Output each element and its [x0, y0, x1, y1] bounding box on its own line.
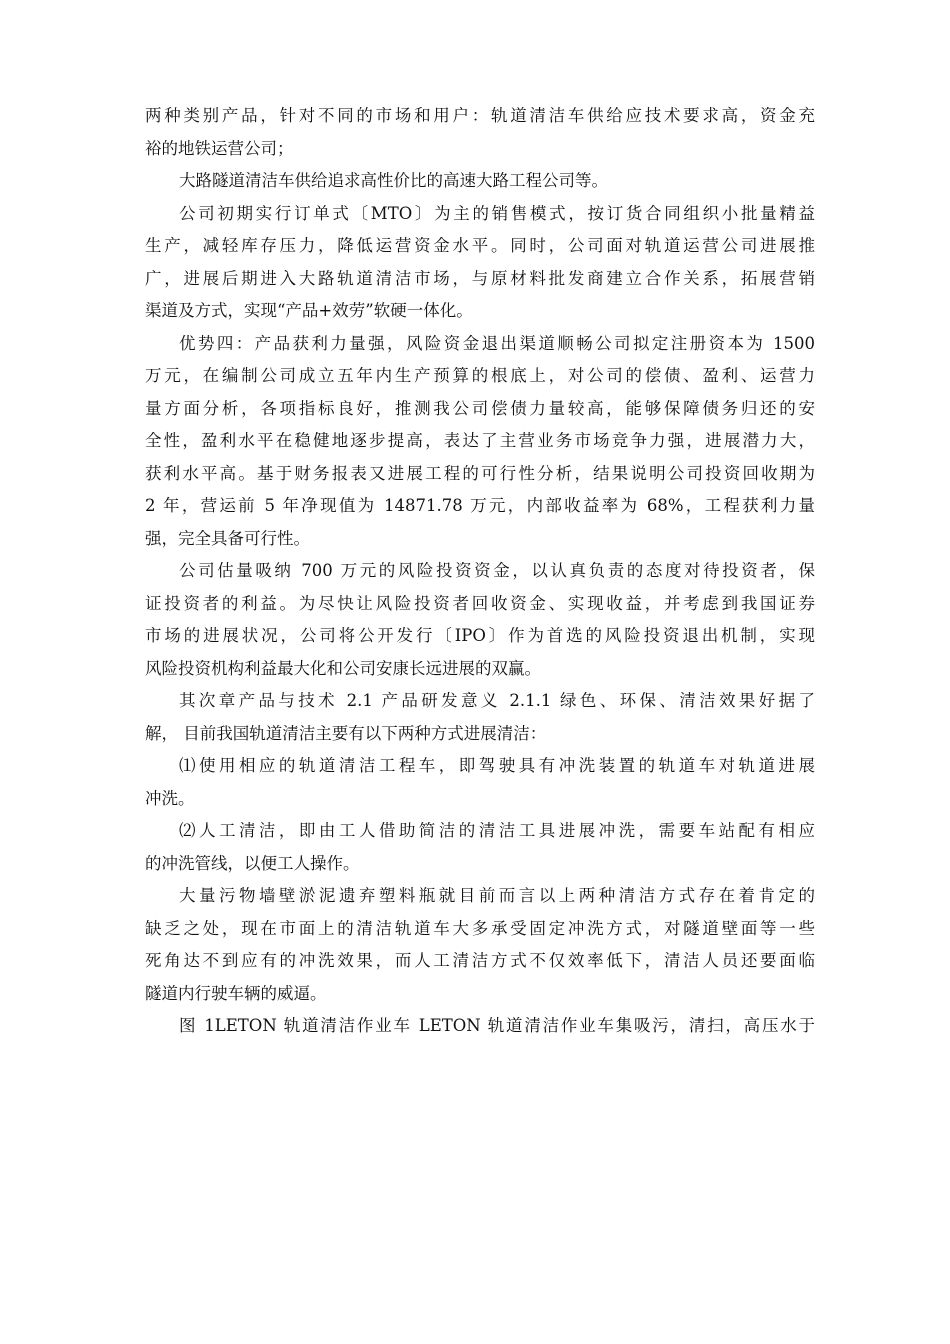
text-line: 全性，盈利水平在稳健地逐步提高，表达了主营业务市场竞争力强，进展潜力大，: [145, 431, 815, 450]
body-text: [145, 100, 815, 1043]
text-line: 公司初期实行订单式〔MTO〕为主的销售模式，按订货合同组织小批量精益: [179, 203, 815, 223]
text-line: 广，进展后期进入大路轨道清洁市场，与原材料批发商建立合作关系，拓展营销: [145, 268, 815, 288]
text-line: 获利水平高。基于财务报表又进展工程的可行性分析，结果说明公司投资回收期为: [145, 463, 815, 483]
text-line: 缺乏之处，现在市面上的清洁轨道车大多承受固定冲洗方式，对隧道壁面等一些: [145, 918, 815, 938]
text-line: 大量污物墙壁淤泥遗弃塑料瓶就目前而言以上两种清洁方式存在着肯定的: [179, 886, 815, 905]
text-line: 死角达不到应有的冲洗效果，而人工清洁方式不仅效率低下，清洁人员还要面临: [145, 951, 815, 970]
text-line: 证投资者的利益。为尽快让风险投资者回收资金、实现收益，并考虑到我国证券: [145, 593, 815, 613]
text-line: 强，完全具备可行性。: [145, 528, 310, 548]
text-line: 的冲洗管线，以便工人操作。: [145, 853, 360, 873]
text-line: 其次章产品与技术 2.1 产品研发意义 2.1.1 绿色、环保、清洁效果好据了: [179, 691, 815, 710]
text-line: 2 年，营运前 5 年净现值为 14871.78 万元，内部收益率为 68%，工程获利力量: [145, 496, 815, 515]
text-line: 公司估量吸纳 700 万元的风险投资资金，以认真负责的态度对待投资者，保: [179, 561, 815, 580]
text-line: ⑴使用相应的轨道清洁工程车，即驾驶具有冲洗装置的轨道车对轨道进展: [179, 756, 815, 775]
text-line: 解， 目前我国轨道清洁主要有以下两种方式进展清洁：: [145, 723, 547, 743]
text-line: ⑵人工清洁，即由工人借助简洁的清洁工具进展冲洗，需要车站配有相应: [179, 821, 815, 840]
text-line: 隧道内行驶车辆的威逼。: [145, 983, 327, 1003]
text-line: 优势四：产品获利力量强，风险资金退出渠道顺畅公司拟定注册资本为 1500: [179, 333, 815, 353]
text-line: 两种类别产品，针对不同的市场和用户：轨道清洁车供给应技术要求高，资金充: [145, 106, 815, 125]
text-line: 市场的进展状况，公司将公开发行〔IPO〕作为首选的风险投资退出机制，实现: [145, 626, 815, 645]
text-line: 冲洗。: [145, 788, 195, 808]
text-line: 渠道及方式，实现“产品+效劳”软硬一体化。: [145, 301, 473, 320]
text-line: 风险投资机构利益最大化和公司安康长远进展的双赢。: [145, 658, 541, 678]
text-line: 裕的地铁运营公司；: [145, 138, 294, 158]
text-line: 量方面分析，各项指标良好，推测我公司偿债力量较高，能够保障债务归还的安: [145, 398, 815, 418]
text-line: 万元，在编制公司成立五年内生产预算的根底上，对公司的偿债、盈利、运营力: [145, 366, 815, 385]
text-line: 图 1LETON 轨道清洁作业车 LETON 轨道清洁作业车集吸污，清扫，高压水于: [179, 1016, 815, 1035]
text-line: 大路隧道清洁车供给追求高性价比的高速大路工程公司等。: [179, 171, 608, 190]
text-line: 生产，减轻库存压力，降低运营资金水平。同时，公司面对轨道运营公司进展推: [145, 236, 815, 255]
